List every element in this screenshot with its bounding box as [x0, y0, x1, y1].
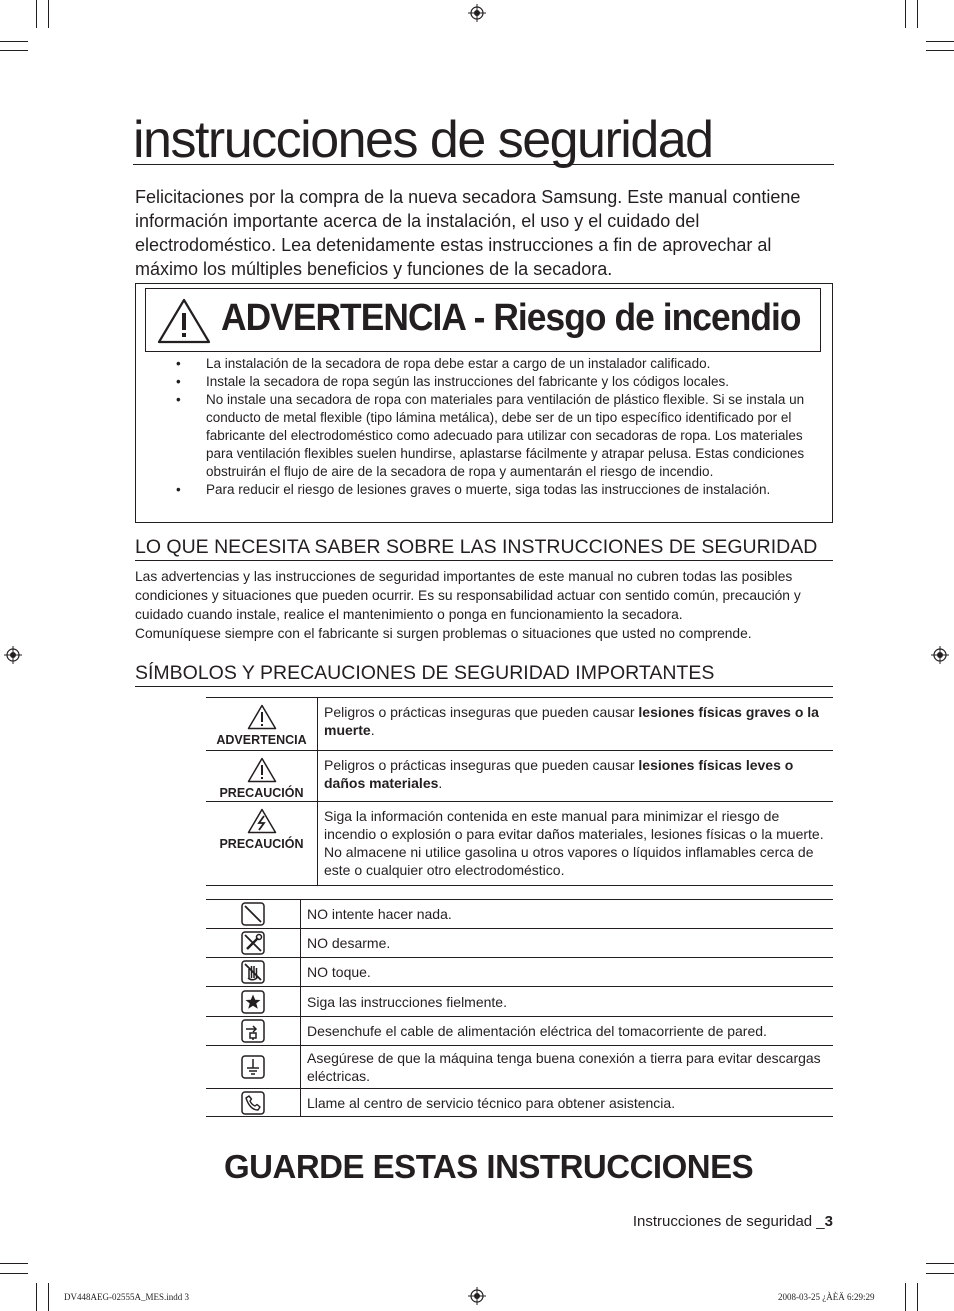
page-footer: Instrucciones de seguridad _3 — [632, 1213, 833, 1230]
list-item: • Para reducir el riesgo de lesiones graves o muerte, siga todas las instrucciones de instalación. — [176, 481, 821, 499]
unplug-icon — [241, 1019, 265, 1043]
warning-triangle-icon — [157, 298, 211, 344]
icon-description: Desenchufe el cable de alimentación eléctrica del tomacorriente de pared. — [301, 1017, 834, 1046]
warning-triangle-icon — [247, 757, 277, 783]
icon-description: NO toque. — [301, 958, 834, 987]
print-slug-date: 2008-03-25 ¿ÀÈÄ 6:29:29 — [778, 1292, 875, 1302]
symbol-description: Peligros o prácticas inseguras que pueden causar lesiones físicas leves o daños materiales. — [318, 751, 834, 802]
warning-triangle-icon — [247, 704, 277, 730]
icon-cell — [206, 1046, 301, 1089]
no-disassemble-icon — [241, 931, 265, 955]
section-heading-safety-info: LO QUE NECESITA SABER SOBRE LAS INSTRUCCIONES DE SEGURIDAD — [135, 535, 833, 561]
icon-cell — [206, 1017, 301, 1046]
warning-box — [135, 283, 833, 523]
table-row — [206, 1089, 833, 1117]
icons-table — [206, 899, 833, 1117]
symbols-table — [206, 697, 833, 886]
table-row — [206, 900, 833, 929]
section-heading-symbols: SÍMBOLOS Y PRECAUCIONES DE SEGURIDAD IMPORTANTES — [135, 661, 833, 687]
icon-cell — [206, 929, 301, 958]
symbol-label: ADVERTENCIA — [216, 733, 307, 747]
icon-description: NO desarme. — [301, 929, 834, 958]
symbol-description: Peligros o prácticas inseguras que pueden causar lesiones físicas graves o la muerte. — [318, 698, 834, 751]
table-row — [206, 751, 833, 802]
list-item: • Instale la secadora de ropa según las instrucciones del fabricante y los códigos locales. — [176, 373, 821, 391]
warning-list — [176, 355, 821, 499]
icon-description: Asegúrese de que la máquina tenga buena conexión a tierra para evitar descargas eléctricas. — [301, 1046, 834, 1089]
icon-description: Siga las instrucciones fielmente. — [301, 987, 834, 1017]
registration-mark-icon — [468, 1287, 486, 1305]
paragraph: Las advertencias y las instrucciones de seguridad importantes de este manual no cubren todas las posibles condiciones y situaciones que pueden ocurrir. Es su responsabilidad actuar con sentido común, precaución y cuidado cuando instale, realice el mantenimiento o ponga en funcionamiento la secadora. — [135, 569, 801, 622]
ground-icon — [241, 1055, 265, 1079]
symbol-cell — [206, 751, 318, 802]
table-row — [206, 802, 833, 886]
symbol-cell — [206, 698, 318, 751]
icon-cell — [206, 987, 301, 1017]
prohibited-icon — [241, 902, 265, 926]
table-row — [206, 1017, 833, 1046]
table-row — [206, 958, 833, 987]
icon-cell — [206, 1089, 301, 1117]
list-item: • La instalación de la secadora de ropa debe estar a cargo de un instalador calificado. — [176, 355, 821, 373]
save-instructions-heading: GUARDE ESTAS INSTRUCCIONES — [224, 1148, 754, 1185]
symbol-label: PRECAUCIÓN — [219, 786, 304, 800]
list-item: • No instale una secadora de ropa con materiales para ventilación de plástico flexible. Si se instala un conducto de metal flexible (tipo lámina metálica), debe ser de un tipo específico identificado por el fabricante del electrodoméstico como adecuado para utilizar con secadoras de ropa. Los materiales para ventilación flexibles suelen hundirse, aplastarse fácilmente y atrapar pelusa. Estas condiciones obstruirán el flujo de aire de la secadora de ropa y aumentarán el riesgo de incendio. — [176, 391, 821, 481]
phone-icon — [241, 1091, 265, 1115]
symbol-description: Siga la información contenida en este manual para minimizar el riesgo de incendio o explosión o para evitar daños materiales, lesiones físicas o la muerte. No almacene ni utilice gasolina u otros vapores o líquidos inflamables cerca de este o cualquier otro electrodoméstico. — [318, 802, 834, 886]
page-title: instrucciones de seguridad — [133, 112, 834, 165]
icon-cell — [206, 958, 301, 987]
icon-description: Llame al centro de servicio técnico para obtener asistencia. — [301, 1089, 834, 1117]
table-row — [206, 929, 833, 958]
symbol-cell — [206, 802, 318, 886]
registration-mark-icon — [468, 4, 486, 22]
icon-description: NO intente hacer nada. — [301, 900, 834, 929]
registration-mark-icon — [4, 646, 22, 664]
fire-triangle-icon — [247, 808, 277, 834]
symbol-label: PRECAUCIÓN — [219, 837, 304, 851]
table-row — [206, 1046, 833, 1089]
follow-instructions-icon — [241, 990, 265, 1014]
warning-header — [145, 288, 821, 352]
paragraph: Comuníquese siempre con el fabricante si surgen problemas o situaciones que usted no comprende. — [135, 626, 752, 641]
print-slug-file: DV448AEG-02555A_MES.indd 3 — [64, 1292, 189, 1302]
table-row — [206, 987, 833, 1017]
registration-mark-icon — [931, 646, 949, 664]
intro-paragraph: Felicitaciones por la compra de la nueva secadora Samsung. Este manual contiene información importante acerca de la instalación, el uso y el cuidado del electrodoméstico. Lea detenidamente estas instrucciones a fin de aprovechar al máximo los múltiples beneficios y funciones de la secadora. — [135, 187, 801, 279]
section-body — [135, 567, 835, 643]
no-touch-icon — [241, 960, 265, 984]
table-row — [206, 698, 833, 751]
warning-heading: ADVERTENCIA - Riesgo de incendio — [221, 297, 801, 339]
icon-cell — [206, 900, 301, 929]
page-number: 3 — [824, 1213, 833, 1230]
